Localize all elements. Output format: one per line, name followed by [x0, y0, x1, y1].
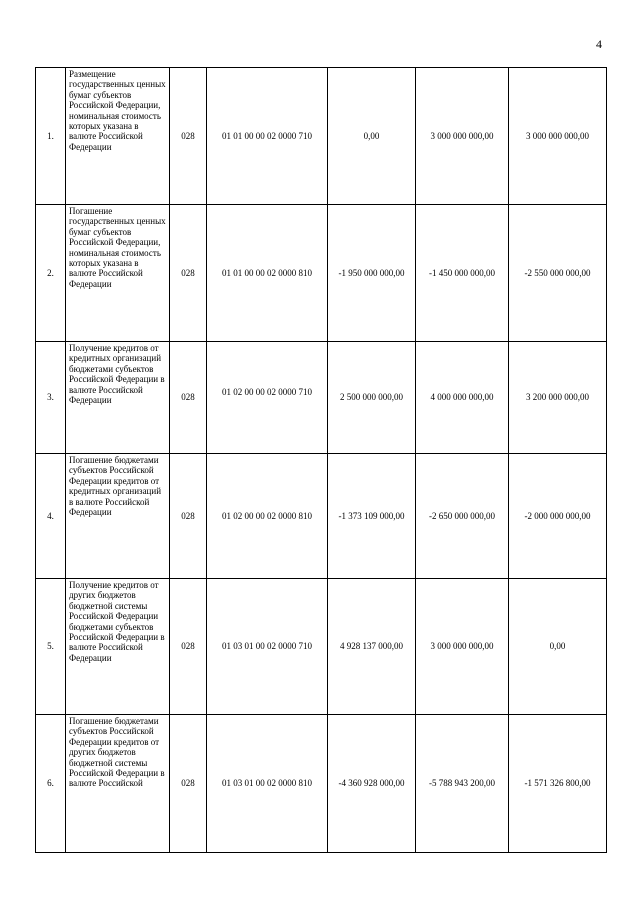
- row-value-1: -1 373 109 000,00: [328, 454, 416, 579]
- row-value-1: -1 950 000 000,00: [328, 205, 416, 342]
- row-value-2: -5 788 943 200,00: [416, 715, 509, 853]
- row-admin-code: 028: [170, 342, 207, 454]
- row-value-1: -4 360 928 000,00: [328, 715, 416, 853]
- row-number: 1.: [36, 68, 66, 205]
- page-number: 4: [596, 37, 602, 51]
- row-budget-code: 01 01 00 00 02 0000 710: [207, 68, 328, 205]
- row-name: Погашение бюджетами субъектов Российской Федерации кредитов от кредитных организаций в валюте Российской Федерации: [66, 454, 170, 579]
- budget-sources-table: [35, 67, 607, 853]
- table-row: [36, 454, 607, 579]
- row-number: 5.: [36, 579, 66, 715]
- row-admin-code: 028: [170, 68, 207, 205]
- row-budget-code: 01 02 00 00 02 0000 710: [207, 342, 328, 454]
- table-row: [36, 715, 607, 853]
- row-value-2: 4 000 000 000,00: [416, 342, 509, 454]
- row-admin-code: 028: [170, 205, 207, 342]
- row-budget-code: 01 03 01 00 02 0000 810: [207, 715, 328, 853]
- row-value-2: 3 000 000 000,00: [416, 579, 509, 715]
- row-number: 6.: [36, 715, 66, 853]
- row-name: Погашение государственных ценных бумаг субъектов Российской Федерации, номинальная стоимость которых указана в валюте Российской Федерации: [66, 205, 170, 342]
- row-admin-code: 028: [170, 715, 207, 853]
- row-admin-code: 028: [170, 579, 207, 715]
- row-value-2: -1 450 000 000,00: [416, 205, 509, 342]
- row-value-1: 2 500 000 000,00: [328, 342, 416, 454]
- row-value-3: 3 000 000 000,00: [509, 68, 607, 205]
- row-number: 2.: [36, 205, 66, 342]
- row-number: 3.: [36, 342, 66, 454]
- table-row: [36, 342, 607, 454]
- row-name: Размещение государственных ценных бумаг субъектов Российской Федерации, номинальная стоимость которых указана в валюте Российской Федерации: [66, 68, 170, 205]
- row-name: Погашение бюджетами субъектов Российской Федерации кредитов от других бюджетов бюджетной системы Российской Федерации в валюте Российской: [66, 715, 170, 853]
- row-name: Получение кредитов от кредитных организаций бюджетами субъектов Российской Федерации в валюте Российской Федерации: [66, 342, 170, 454]
- row-value-3: -1 571 326 800,00: [509, 715, 607, 853]
- row-value-3: 0,00: [509, 579, 607, 715]
- row-value-3: -2 550 000 000,00: [509, 205, 607, 342]
- row-value-3: -2 000 000 000,00: [509, 454, 607, 579]
- row-value-1: 0,00: [328, 68, 416, 205]
- row-number: 4.: [36, 454, 66, 579]
- row-budget-code: 01 01 00 00 02 0000 810: [207, 205, 328, 342]
- table-row: [36, 68, 607, 205]
- row-value-2: -2 650 000 000,00: [416, 454, 509, 579]
- row-name: Получение кредитов от других бюджетов бюджетной системы Российской Федерации бюджетами субъектов Российской Федерации в валюте Российской Федерации: [66, 579, 170, 715]
- row-admin-code: 028: [170, 454, 207, 579]
- table-row: [36, 579, 607, 715]
- row-value-1: 4 928 137 000,00: [328, 579, 416, 715]
- row-budget-code: 01 02 00 00 02 0000 810: [207, 454, 328, 579]
- row-value-3: 3 200 000 000,00: [509, 342, 607, 454]
- table-row: [36, 205, 607, 342]
- row-budget-code: 01 03 01 00 02 0000 710: [207, 579, 328, 715]
- row-value-2: 3 000 000 000,00: [416, 68, 509, 205]
